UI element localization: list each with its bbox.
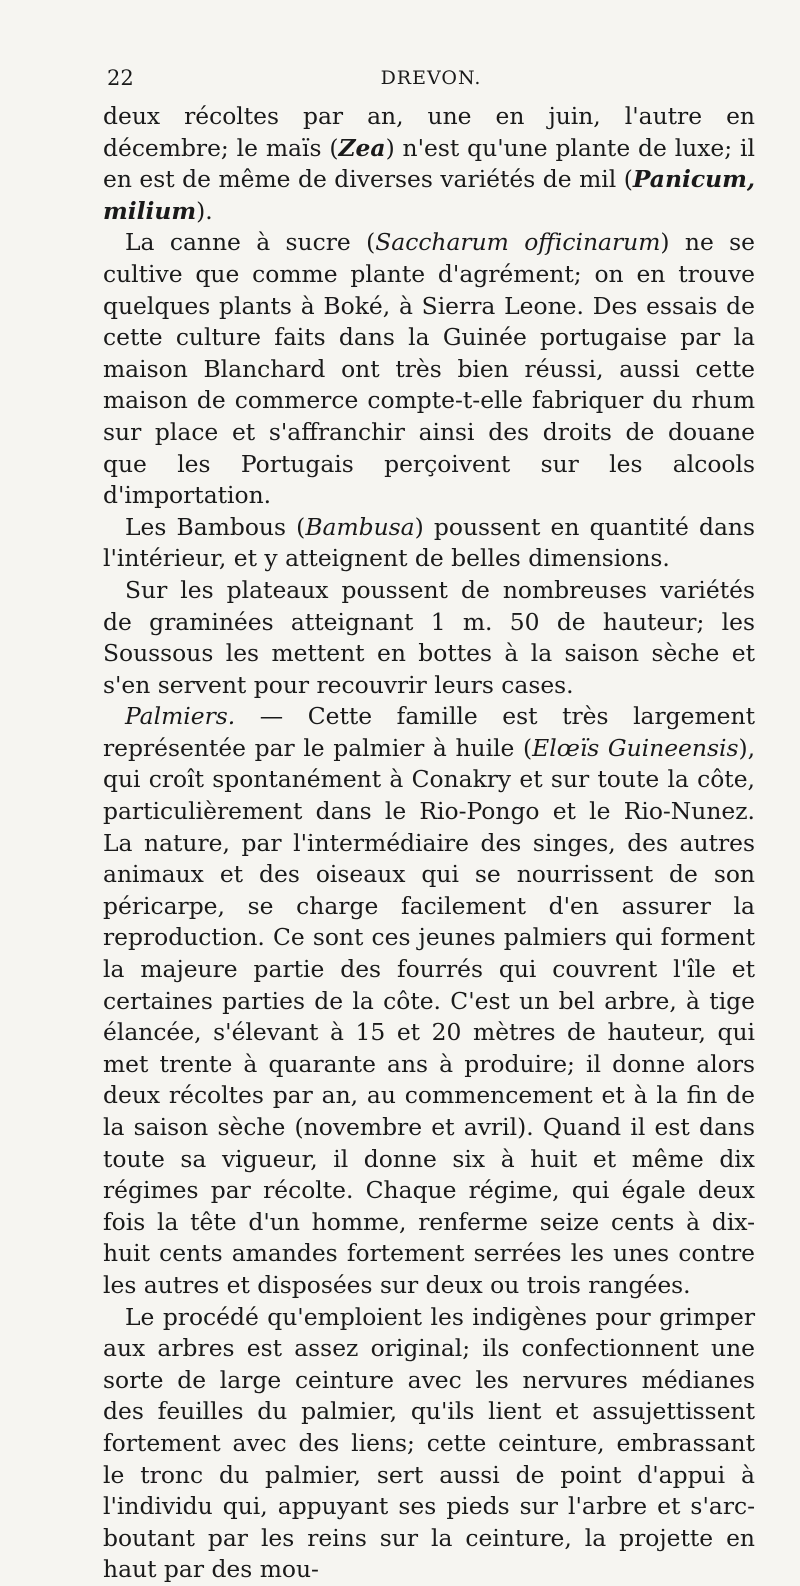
text-segment: ) poussent en quantité dans l'intérieur, et y atteignent de belles dimensions. — [103, 512, 755, 573]
paragraph-palms — [103, 701, 755, 1301]
paragraph-grasses — [103, 575, 755, 701]
running-title: DREVON. — [380, 67, 482, 89]
italic-term: Elœïs Guineensis — [532, 733, 739, 762]
text-segment: La canne à sucre ( — [125, 228, 376, 257]
italic-term: Zea — [338, 133, 386, 162]
text-segment: Les Bambous ( — [125, 512, 306, 541]
paragraph-continuation — [103, 101, 755, 227]
text-segment: ) n'est qu'une plante de luxe; il en est de même de diverses variétés de mil ( — [103, 133, 755, 194]
text-segment: Le procédé qu'emploient les indigènes pour grimper aux arbres est assez original; ils confectionnent une sorte de large ceinture avec les nervures médianes des feuilles du palmier, qu'ils lient et assujettissent fortement avec des liens; cette ceinture, embrassant le tronc du palmier, sert aussi de point d'appui à l'individu qui, appuyant ses pieds sur l'arbre et s'arc-boutant par les reins sur la ceinture, la projette en haut par des mou- — [103, 1302, 755, 1584]
italic-term: Panicum, milium — [103, 165, 755, 225]
text-segment: — Cette famille est très largement représentée par le palmier à huile ( — [103, 702, 755, 762]
paragraph-sugar-cane — [103, 227, 755, 511]
body-text — [103, 101, 755, 1586]
text-segment: ), qui croît spontanément à Conakry et sur toute la côte, particulièrement dans le Rio-Pongo et le Rio-Nunez. La nature, par l'intermédiaire des singes, des autres animaux et des oiseaux qui se nourrissent de son péricarpe, se charge facilement d'en assurer la reproduction. Ce sont ces jeunes palmiers qui forment la majeure partie des fourrés qui couvrent l'île et certaines parties de la côte. C'est un bel arbre, à tige élancée, s'élevant à 15 et 20 mètres de hauteur, qui met trente à quarante ans à produire; il donne alors deux récoltes par an, au commencement et à la fin de la saison sèche (novembre et avril). Quand il est dans toute sa vigueur, il donne six à huit et même dix régimes par récolte. Chaque régime, qui égale deux fois la tête d'un homme, renferme seize cents à dix-huit cents amandes fortement serrées les unes contre les autres et disposées sur deux ou trois rangées. — [103, 733, 756, 1299]
italic-term: Saccharum officinarum — [375, 228, 661, 257]
text-segment: ) ne se cultive que comme plante d'agrément; on en trouve quelques plants à Boké, à Sierra Leone. Des essais de cette culture faits dans la Guinée portugaise par la maison Blanchard ont très bien réussi, aussi cette maison de commerce compte-t-elle fabriquer du rhum sur place et s'affranchir ainsi des droits de douane que les Portugais perçoivent sur les alcools d'importation. — [103, 228, 756, 510]
page-number: 22 — [107, 66, 134, 90]
section-lead: Palmiers. — [125, 702, 236, 731]
text-segment: ). — [196, 196, 213, 225]
paragraph-climbing — [103, 1302, 755, 1586]
paragraph-bamboo — [103, 512, 755, 575]
text-segment: Sur les plateaux poussent de nombreuses variétés de graminées atteignant 1 m. 50 de hauteur; les Soussous les mettent en bottes à la saison sèche et s'en servent pour recouvrir leurs cases. — [103, 575, 755, 699]
text-segment: deux récoltes par an, une en juin, l'autre en décembre; le maïs ( — [103, 102, 755, 162]
italic-term: Bambusa — [305, 512, 415, 541]
